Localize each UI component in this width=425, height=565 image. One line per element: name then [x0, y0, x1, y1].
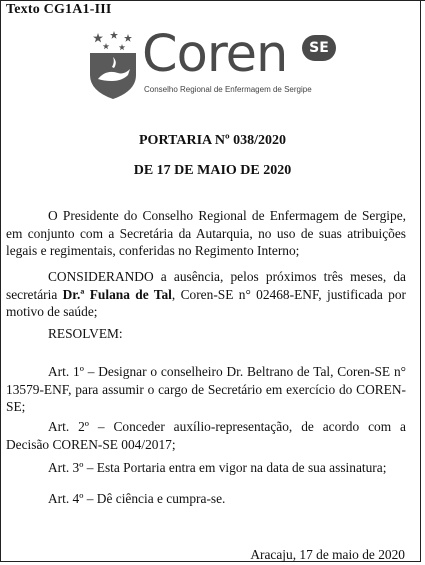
coren-state-badge: SE: [302, 35, 336, 61]
resolvem-paragraph: [6, 325, 406, 343]
article-3-text: Art. 3º – Esta Portaria entra em vigor na data de sua assinatura;: [48, 460, 387, 475]
coren-wordmark: Coren: [142, 25, 288, 84]
signature-date: Aracaju, 17 de maio de 2020: [250, 547, 405, 562]
considering-text-post: , Coren-SE n° 02468-ENF, justificada por motivo de saúde;: [6, 286, 406, 319]
considering-text-pre: CONSIDERANDO a ausência, pelos próximos três meses, da secretária: [6, 269, 406, 302]
secretary-name: Dr.ª Fulana de Tal: [62, 286, 172, 302]
considering-paragraph: [6, 268, 406, 321]
article-1: [6, 363, 406, 416]
article-4-text: Art. 4º – Dê ciência e cumpra-se.: [48, 491, 226, 506]
coren-emblem-icon: [84, 29, 142, 101]
coren-subtitle: Conselho Regional de Enfermagem de Sergipe: [144, 85, 312, 94]
resolvem-text: RESOLVEM:: [48, 326, 123, 341]
article-2-text: Art. 2º – Conceder auxílio-representação, de acordo com a Decisão COREN-SE 004/2017;: [6, 419, 406, 452]
intro-paragraph: [6, 207, 406, 260]
article-4: [6, 490, 406, 508]
article-1-text: Art. 1º – Designar o conselheiro Dr. Beltrano de Tal, Coren-SE n° 13579-ENF, para assumir o cargo de Secretário em exercício do COREN-SE;: [6, 364, 406, 414]
portaria-number-title: PORTARIA Nº 038/2020: [139, 133, 286, 148]
coren-logo: [84, 25, 354, 101]
intro-text: O Presidente do Conselho Regional de Enfermagem de Sergipe, em conjunto com a Secretária da Autarquia, no uso de suas atribuições legais e regimentais, conferidas no Regimento Interno;: [6, 208, 406, 258]
article-2: [6, 418, 406, 453]
portaria-date-title: DE 17 DE MAIO DE 2020: [133, 163, 292, 178]
article-3: [6, 459, 406, 477]
text-reference-label: Texto CG1A1-III: [6, 2, 112, 17]
